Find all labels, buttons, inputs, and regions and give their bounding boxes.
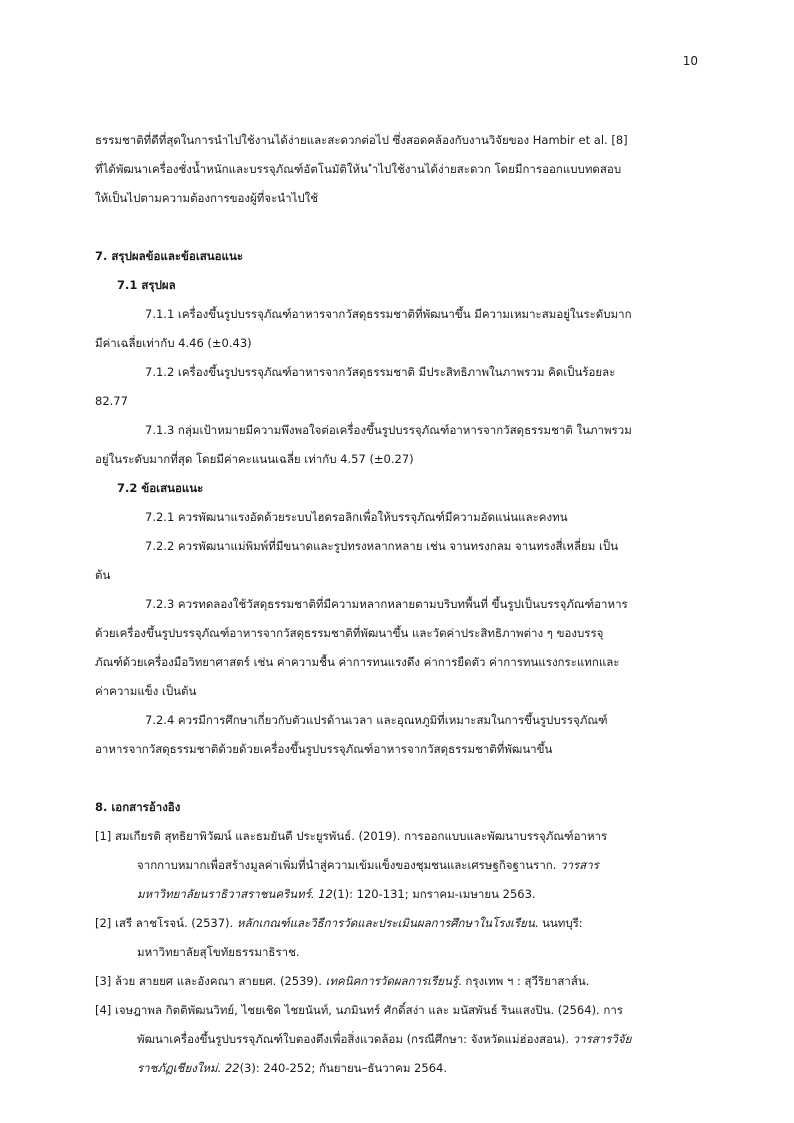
ref-text: เจษฎาพล กิตติพัฒนวิทย์, ไชยเชิด ไชยนันท์, นภมินทร์ ศักดิ์สง่า และ มนัสพันธ์ รินแสงปิน. (2564). การ	[114, 1003, 623, 1017]
ref-text: สมเกียรติ สุทธิยาพิวัฒน์ และธมยันตี ประยูรพันธ์. (2019). การออกแบบและพัฒนาบรรจุภัณฑ์อาหาร	[114, 829, 608, 843]
item-7-1-2: 7.1.2 เครื่องขึ้นรูปบรรจุภัณฑ์อาหารจากวัสดุธรรมชาติ มีประสิทธิภาพในภาพรวม คิดเป็นร้อยละ	[145, 365, 616, 379]
item-7-1-1: 7.1.1 เครื่องขึ้นรูปบรรจุภัณฑ์อาหารจากวัสดุธรรมชาติที่พัฒนาขึ้น มีความเหมาะสมอยู่ในระดับมาก	[145, 307, 632, 321]
page-number: 10	[682, 54, 698, 68]
item-7-2-3-cont-1: ด้วยเครื่องขึ้นรูปบรรจุภัณฑ์อาหารจากวัสดุธรรมชาติที่พัฒนาขึ้น และวัดค่าประสิทธิภาพต่าง ๆ ของบรรจุ	[95, 626, 604, 640]
item-7-2-2: 7.2.2 ควรพัฒนาแม่พิมพ์ที่มีขนาดและรูปทรงหลากหลาย เช่น จานทรงกลม จานทรงสี่เหลี่ยม เป็น	[145, 539, 619, 553]
subsection-7-2-heading: 7.2 ข้อเสนอแนะ	[117, 481, 204, 495]
item-7-2-3-cont-2: ภัณฑ์ด้วยเครื่องมือวิทยาศาสตร์ เช่น ค่าความชื้น ค่าการทนแรงดึง ค่าการยืดตัว ค่าการทนแรงกระแทกและ	[95, 655, 620, 669]
ref-journal: ราชภัฏเชียงใหม่. 22	[137, 1061, 240, 1075]
item-7-2-3: 7.2.3 ควรทดลองใช้วัสดุธรรมชาติที่มีความหลากหลายตามบริบทพื้นที่ ขึ้นรูปเป็นบรรจุภัณฑ์อาหาร	[145, 597, 628, 611]
intro-line-1: ธรรมชาติที่ดีที่สุดในการนำไปใช้งานได้ง่ายและสะดวกต่อไป ซึ่งสอดคล้องกับงานวิจัยของ Hambir et al. [8]	[95, 133, 628, 147]
item-7-1-3: 7.1.3 กลุ่มเป้าหมายมีความพึงพอใจต่อเครื่องขึ้นรูปบรรจุภัณฑ์อาหารจากวัสดุธรรมชาติ ในภาพรวม	[145, 423, 632, 437]
section-7-heading: 7. สรุปผลข้อและข้อเสนอแนะ	[95, 249, 243, 263]
ref-text: ล้วย สายยศ และอังคณา สายยศ. (2539).	[114, 974, 326, 988]
ref-text: มหาวิทยาลัยสุโขทัยธรรมาธิราช.	[137, 945, 300, 959]
ref-label: [4]	[95, 1003, 112, 1017]
item-7-2-3-cont-3: ค่าความแข็ง เป็นต้น	[95, 684, 197, 698]
item-7-2-1: 7.2.1 ควรพัฒนาแรงอัดด้วยระบบไฮดรอลิกเพื่อให้บรรจุภัณฑ์มีความอัดแน่นและคงทน	[145, 510, 568, 524]
ref-text: (3): 240-252; กันยายน–ธันวาคม 2564.	[239, 1061, 447, 1075]
ref-text: เสรี ลาชโรจน์. (2537).	[114, 916, 237, 930]
item-7-1-2-cont: 82.77	[95, 394, 128, 408]
page-body	[95, 126, 699, 1083]
item-7-2-2-cont: ต้น	[95, 568, 111, 582]
item-7-1-3-cont: อยู่ในระดับมากที่สุด โดยมีค่าคะแนนเฉลี่ย เท่ากับ 4.57 (±0.27)	[95, 452, 414, 466]
ref-label: [3]	[95, 974, 112, 988]
ref-text: พัฒนาเครื่องขึ้นรูปบรรจุภัณฑ์ใบตองตึงเพื่อสิ่งแวดล้อม (กรณีศึกษา: จังหวัดแม่ฮ่องสอน).	[137, 1032, 573, 1046]
ref-book-title: เทคนิคการวัดผลการเรียนรู้	[325, 974, 459, 988]
reference-1	[95, 822, 699, 909]
intro-line-2: ที่ได้พัฒนาเครื่องชั่งน้ำหนักและบรรจุภัณฑ์อัตโนมัติให้น ำไปใช้งานได้ง่ายสะดวก โดยมีการออกแบบทดสอบ	[95, 162, 622, 176]
ref-journal: มหาวิทยาลัยนราธิวาสราชนครินทร์. 12	[137, 887, 333, 901]
ref-text: จากกาบหมากเพื่อสร้างมูลค่าเพิ่มที่นำสู่ความเข้มแข็งของชุมชนและเศรษฐกิจฐานราก.	[137, 858, 561, 872]
ref-label: [1]	[95, 829, 112, 843]
reference-3	[95, 967, 699, 996]
ref-book-title: หลักเกณฑ์และวิธีการวัดและประเมินผลการศึกษาในโรงเรียน	[236, 916, 535, 930]
item-7-1-1-cont: มีค่าเฉลี่ยเท่ากับ 4.46 (±0.43)	[95, 336, 252, 350]
item-7-2-4-cont: อาหารจากวัสดุธรรมชาติด้วยด้วยเครื่องขึ้นรูปบรรจุภัณฑ์อาหารจากวัสดุธรรมชาติที่พัฒนาขึ้น	[95, 742, 553, 756]
ref-text: (1): 120-131; มกราคม-เมษายน 2563.	[332, 887, 536, 901]
reference-2	[95, 909, 699, 967]
item-7-2-4: 7.2.4 ควรมีการศึกษาเกี่ยวกับตัวแปรด้านเวลา และอุณหภูมิที่เหมาะสมในการขึ้นรูปบรรจุภัณฑ์	[145, 713, 608, 727]
ref-label: [2]	[95, 916, 112, 930]
section-8-heading: 8. เอกสารอ้างอิง	[95, 800, 181, 814]
ref-journal: วารสาร	[560, 858, 599, 872]
intro-line-3: ให้เป็นไปตามความต้องการของผู้ที่จะนำไปใช้	[95, 191, 319, 205]
ref-journal: วารสารวิจัย	[572, 1032, 632, 1046]
ref-text: . กรุงเทพ ฯ : สุวีริยาสาส์น.	[458, 974, 590, 988]
reference-4	[95, 996, 699, 1083]
subsection-7-1-heading: 7.1 สรุปผล	[117, 278, 176, 292]
ref-text: . นนทบุรี:	[534, 916, 583, 930]
